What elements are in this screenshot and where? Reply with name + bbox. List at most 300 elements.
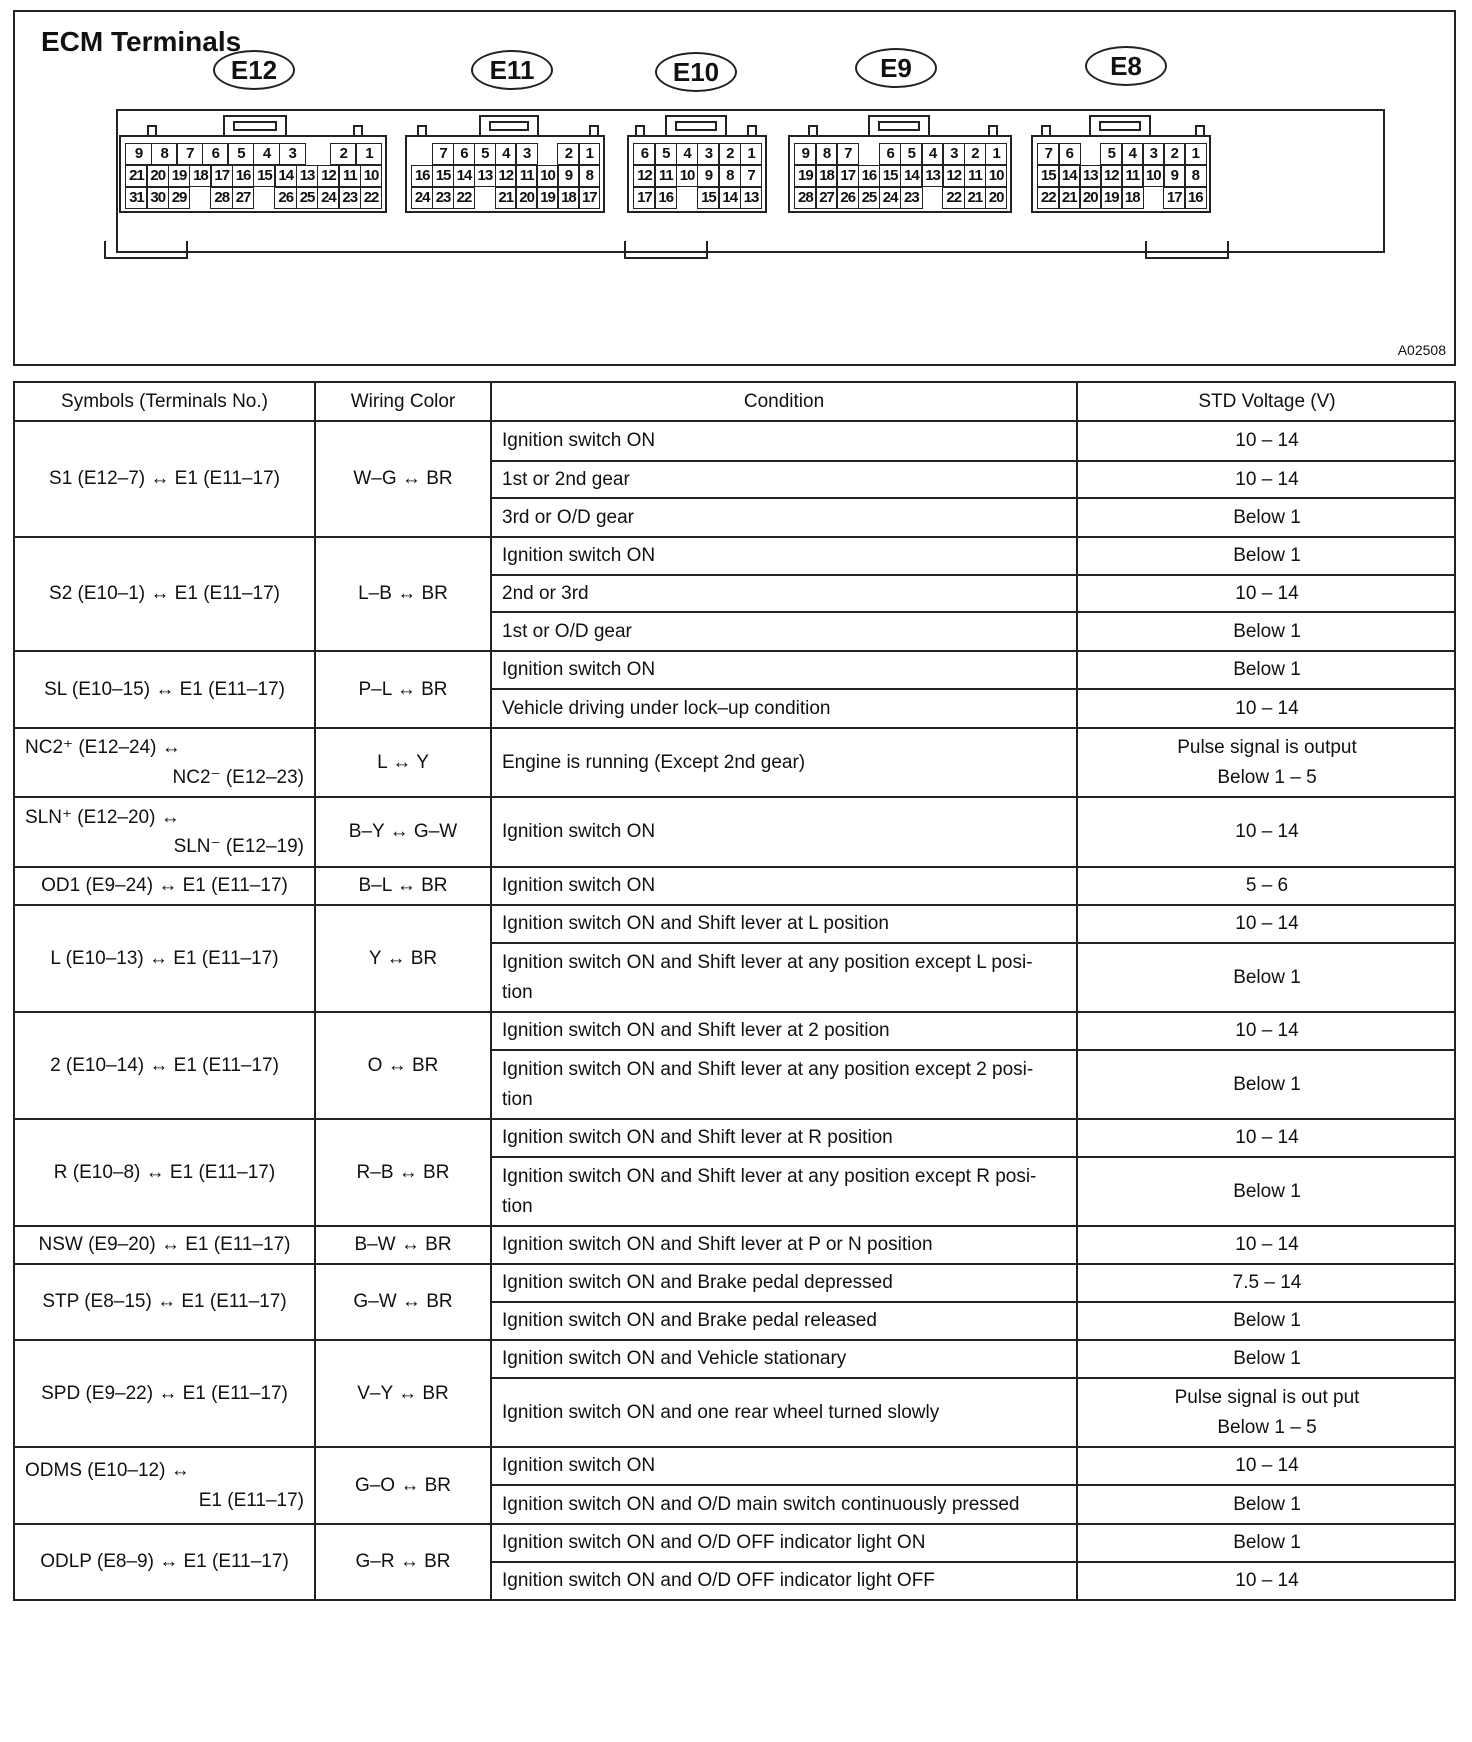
symbol-cell <box>15 1120 314 1225</box>
voltage-cell <box>1078 944 1456 1011</box>
terminal-pin: 8 <box>578 165 600 187</box>
voltage-cell <box>1078 1158 1456 1225</box>
voltage-value: Below 1 <box>1233 506 1301 528</box>
terminal-pin: 5 <box>227 143 254 165</box>
terminal-pin: 15 <box>1037 165 1060 187</box>
pin-row <box>633 143 761 165</box>
terminal-pin: 9 <box>125 143 152 165</box>
terminal-pin: 12 <box>317 165 340 187</box>
wiring-color-label: O ↔ BR <box>367 1054 439 1076</box>
terminal-pin: 21 <box>125 165 148 187</box>
terminal-pin: 30 <box>146 187 169 209</box>
voltage-cell <box>1078 538 1456 574</box>
terminal-pin: 21 <box>1058 187 1081 209</box>
terminal-pin: 14 <box>718 187 741 209</box>
condition-text: Ignition switch ON and O/D main switch continuously pressed <box>502 1493 1020 1515</box>
voltage-value: 10 – 14 <box>1235 697 1299 719</box>
terminal-pin: 18 <box>189 165 212 187</box>
terminal-pin: 16 <box>654 187 677 209</box>
terminal-pin: 9 <box>697 165 720 187</box>
pin-row <box>411 165 599 187</box>
terminal-pin: 10 <box>536 165 558 187</box>
voltage-cell <box>1078 1265 1456 1301</box>
wiring-color-cell <box>316 1341 490 1446</box>
terminal-pin: 5 <box>1100 143 1123 165</box>
wiring-color-label: G–O ↔ BR <box>354 1474 452 1496</box>
wiring-color-cell <box>316 1227 490 1263</box>
condition-cell <box>492 798 1076 866</box>
voltage-cell <box>1078 462 1456 497</box>
row-divider <box>13 1599 1456 1601</box>
terminal-pin: 3 <box>279 143 306 165</box>
symbol-line-2: NC2⁻ (E12–23) <box>172 766 304 788</box>
column-header-label: Wiring Color <box>350 390 456 412</box>
wiring-color-cell <box>316 906 490 1011</box>
wiring-color-label: G–R ↔ BR <box>355 1551 451 1573</box>
voltage-cell <box>1078 1563 1456 1599</box>
voltage-value <box>1175 1383 1360 1442</box>
symbol-label <box>15 803 314 862</box>
terminal-pin: 14 <box>274 165 297 187</box>
condition-cell <box>492 729 1076 796</box>
terminal-pin: 12 <box>1100 165 1123 187</box>
terminal-pin: 27 <box>815 187 838 209</box>
symbol-label: S2 (E10–1) ↔ E1 (E11–17) <box>49 583 280 605</box>
condition-cell <box>492 1158 1076 1225</box>
ecm-terminals-figure <box>13 10 1456 366</box>
terminal-pin: 23 <box>338 187 361 209</box>
terminal-pin: 7 <box>740 165 763 187</box>
terminal-pin: 7 <box>1037 143 1060 165</box>
terminal-pin: 31 <box>125 187 148 209</box>
terminal-pin: 18 <box>815 165 838 187</box>
terminal-pin: 4 <box>495 143 517 165</box>
voltage-value: 10 – 14 <box>1235 430 1299 452</box>
voltage-cell <box>1078 1051 1456 1118</box>
condition-text: Ignition switch ON <box>502 659 656 681</box>
terminal-pin: 17 <box>578 187 600 209</box>
voltage-line-2: Below 1 – 5 <box>1217 766 1317 788</box>
connector-e12 <box>119 135 387 213</box>
symbol-cell <box>15 1525 314 1599</box>
terminal-pin: 29 <box>168 187 191 209</box>
symbol-line-1: ODMS (E10–12) ↔ <box>25 1460 190 1482</box>
symbol-line-2: SLN⁻ (E12–19) <box>173 836 304 857</box>
condition-text: Ignition switch ON and Brake pedal depressed <box>502 1272 893 1294</box>
voltage-value: 10 – 14 <box>1235 1455 1299 1477</box>
voltage-line-2: Below 1 – 5 <box>1217 1416 1317 1438</box>
symbol-label <box>15 733 314 792</box>
voltage-cell <box>1078 576 1456 611</box>
terminal-pin: 17 <box>836 165 859 187</box>
voltage-value: 10 – 14 <box>1235 913 1299 935</box>
pin-row <box>125 143 381 165</box>
condition-text: Ignition switch ON <box>502 545 656 567</box>
voltage-value: Below 1 <box>1233 1073 1301 1095</box>
condition-text: 1st or 2nd gear <box>502 468 630 490</box>
terminal-pin: 4 <box>676 143 699 165</box>
voltage-line-1: Pulse signal is output <box>1177 737 1357 759</box>
pin-row <box>794 143 1006 165</box>
condition-line-1: Ignition switch ON and Shift lever at any position except L posi- <box>502 952 1033 974</box>
voltage-cell <box>1078 1525 1456 1561</box>
condition-text: Engine is running (Except 2nd gear) <box>502 751 806 773</box>
terminal-pin: 8 <box>151 143 178 165</box>
voltage-cell <box>1078 613 1456 650</box>
terminal-pin: 28 <box>210 187 233 209</box>
voltage-cell <box>1078 499 1456 536</box>
symbol-cell <box>15 1341 314 1446</box>
symbol-cell <box>15 652 314 727</box>
connector-latch <box>1089 115 1151 137</box>
terminal-pin: 16 <box>411 165 433 187</box>
column-header-label: Symbols (Terminals No.) <box>61 390 268 412</box>
condition-text: Ignition switch ON and one rear wheel turned slowly <box>502 1401 940 1423</box>
terminal-pin: 27 <box>232 187 255 209</box>
symbol-label: ODLP (E8–9) ↔ E1 (E11–17) <box>40 1551 289 1573</box>
terminal-pin: 11 <box>515 165 537 187</box>
symbol-cell <box>15 422 314 536</box>
condition-cell <box>492 1303 1076 1339</box>
terminal-pin: 9 <box>794 143 817 165</box>
condition-text: Ignition switch ON and O/D OFF indicator light ON <box>502 1532 926 1554</box>
latch-slot <box>878 121 920 131</box>
terminal-pin: 2 <box>964 143 987 165</box>
condition-cell <box>492 1448 1076 1484</box>
symbol-cell <box>15 798 314 866</box>
connector-post <box>353 125 363 137</box>
terminal-pin: 2 <box>1163 143 1186 165</box>
terminal-pin: 15 <box>253 165 276 187</box>
symbol-label: SPD (E9–22) ↔ E1 (E11–17) <box>41 1382 288 1404</box>
terminal-pin: 4 <box>921 143 944 165</box>
condition-text: Ignition switch ON <box>502 430 656 452</box>
symbol-cell <box>15 868 314 904</box>
terminal-pin: 16 <box>232 165 255 187</box>
terminal-pin: 5 <box>900 143 923 165</box>
terminal-pin: 8 <box>1184 165 1207 187</box>
condition-cell <box>492 538 1076 574</box>
condition-cell <box>492 652 1076 688</box>
symbol-label: 2 (E10–14) ↔ E1 (E11–17) <box>50 1054 279 1076</box>
condition-cell <box>492 1265 1076 1301</box>
wiring-color-cell <box>316 652 490 727</box>
voltage-cell <box>1078 798 1456 866</box>
wiring-color-cell <box>316 1448 490 1523</box>
voltage-value: 10 – 14 <box>1235 1127 1299 1149</box>
wiring-color-cell <box>316 1525 490 1599</box>
condition-cell <box>492 462 1076 497</box>
terminal-pin: 17 <box>1163 187 1186 209</box>
terminal-pin: 19 <box>536 187 558 209</box>
terminal-pin: 19 <box>794 165 817 187</box>
connector-e8 <box>1031 135 1211 213</box>
terminal-pin: 6 <box>1058 143 1081 165</box>
pin-row <box>1037 165 1205 187</box>
voltage-value: 10 – 14 <box>1235 1570 1299 1592</box>
terminal-pin: 1 <box>355 143 382 165</box>
wiring-color-label: G–W ↔ BR <box>353 1291 453 1313</box>
condition-text: Ignition switch ON and Shift lever at L position <box>502 913 889 935</box>
terminal-pin: 22 <box>942 187 965 209</box>
terminal-pin: 14 <box>900 165 923 187</box>
column-header <box>492 383 1076 420</box>
terminal-pin: 6 <box>633 143 656 165</box>
condition-text: Ignition switch ON and Shift lever at P or N position <box>502 1234 933 1256</box>
latch-slot <box>489 121 529 131</box>
condition-cell <box>492 613 1076 650</box>
connector-post <box>589 125 599 137</box>
condition-cell <box>492 906 1076 942</box>
terminal-pin: 25 <box>858 187 881 209</box>
voltage-cell <box>1078 652 1456 688</box>
voltage-cell <box>1078 868 1456 904</box>
voltage-cell <box>1078 1486 1456 1523</box>
terminal-pin: 6 <box>453 143 475 165</box>
wiring-color-cell <box>316 1120 490 1225</box>
voltage-value: Below 1 <box>1233 1180 1301 1202</box>
voltage-value: Below 1 <box>1233 659 1301 681</box>
terminal-pin: 2 <box>330 143 357 165</box>
condition-cell <box>492 690 1076 727</box>
terminal-pin: 28 <box>794 187 817 209</box>
terminal-pin: 13 <box>296 165 319 187</box>
terminal-pin: 25 <box>296 187 319 209</box>
condition-cell <box>492 1051 1076 1118</box>
terminal-pin: 5 <box>474 143 496 165</box>
housing-tab-center <box>624 241 708 259</box>
wiring-color-label: Y ↔ BR <box>368 947 438 969</box>
condition-cell <box>492 868 1076 904</box>
terminal-pin: 13 <box>921 165 944 187</box>
terminal-pin: 26 <box>274 187 297 209</box>
pin-row <box>411 143 599 165</box>
terminal-pin: 18 <box>1121 187 1144 209</box>
symbol-line-1: NC2⁺ (E12–24) ↔ <box>25 737 181 759</box>
connector-label-e10: E10 <box>655 52 737 92</box>
terminal-pin: 7 <box>836 143 859 165</box>
wiring-color-cell <box>316 422 490 536</box>
pin-row <box>1037 143 1205 165</box>
condition-text: Ignition switch ON and Shift lever at R position <box>502 1127 893 1149</box>
terminal-pin: 12 <box>942 165 965 187</box>
voltage-value <box>1177 733 1357 792</box>
voltage-cell <box>1078 1341 1456 1377</box>
condition-text <box>502 948 1033 1007</box>
voltage-value: 10 – 14 <box>1235 1020 1299 1042</box>
symbol-cell <box>15 1227 314 1263</box>
terminal-pin: 26 <box>836 187 859 209</box>
symbol-label: R (E10–8) ↔ E1 (E11–17) <box>53 1161 276 1183</box>
figure-code: A02508 <box>1397 342 1446 358</box>
voltage-value: 7.5 – 14 <box>1232 1272 1302 1294</box>
connector-post <box>747 125 757 137</box>
terminal-pin: 10 <box>1142 165 1165 187</box>
condition-text <box>502 1055 1033 1114</box>
terminal-pin: 11 <box>964 165 987 187</box>
wiring-color-label: L–B ↔ BR <box>358 583 448 605</box>
wiring-color-label: B–Y ↔ G–W <box>348 821 458 843</box>
terminal-pin: 13 <box>740 187 763 209</box>
condition-line-1: Ignition switch ON and Shift lever at any position except R posi- <box>502 1166 1037 1188</box>
connector-label-e11: E11 <box>471 50 553 90</box>
condition-cell <box>492 576 1076 611</box>
terminal-pin: 1 <box>578 143 600 165</box>
connector-latch <box>223 115 287 137</box>
condition-text: 2nd or 3rd <box>502 582 589 604</box>
terminal-pin: 3 <box>697 143 720 165</box>
condition-cell <box>492 1120 1076 1156</box>
terminal-pin: 7 <box>176 143 203 165</box>
connector-label-e12: E12 <box>213 50 295 90</box>
terminal-pin: 14 <box>1058 165 1081 187</box>
wiring-color-cell <box>316 868 490 904</box>
figure-title: ECM Terminals <box>41 26 242 57</box>
voltage-cell <box>1078 1448 1456 1484</box>
condition-cell <box>492 1227 1076 1263</box>
symbol-line-1: SLN⁺ (E12–20) ↔ <box>25 806 180 828</box>
connector-label-e8: E8 <box>1085 46 1167 86</box>
latch-slot <box>675 121 717 131</box>
condition-text: Ignition switch ON <box>502 1455 656 1477</box>
terminal-pin: 4 <box>253 143 280 165</box>
voltage-cell <box>1078 1013 1456 1049</box>
terminal-pin: 22 <box>453 187 475 209</box>
condition-cell <box>492 499 1076 536</box>
voltage-value: 10 – 14 <box>1235 821 1299 843</box>
pin-row <box>633 165 761 187</box>
terminal-pin: 20 <box>515 187 537 209</box>
voltage-value: 10 – 14 <box>1235 468 1299 490</box>
voltage-value: 5 – 6 <box>1245 875 1289 897</box>
voltage-cell <box>1078 729 1456 796</box>
terminal-pin: 24 <box>879 187 902 209</box>
condition-line-2: tion <box>502 981 533 1003</box>
wiring-color-label: W–G ↔ BR <box>353 468 453 490</box>
connector-post <box>808 125 818 137</box>
wiring-color-cell <box>316 729 490 796</box>
terminal-pin: 6 <box>879 143 902 165</box>
voltage-cell <box>1078 690 1456 727</box>
terminal-pin: 14 <box>453 165 475 187</box>
condition-text: Ignition switch ON <box>502 875 656 897</box>
voltage-cell <box>1078 906 1456 942</box>
pin-row <box>125 165 381 187</box>
symbol-label: OD1 (E9–24) ↔ E1 (E11–17) <box>41 875 288 897</box>
pin-row <box>794 165 1006 187</box>
voltage-value: Below 1 <box>1233 1310 1301 1332</box>
condition-text: Vehicle driving under lock–up condition <box>502 697 831 719</box>
voltage-value: Below 1 <box>1233 620 1301 642</box>
terminal-pin: 22 <box>360 187 383 209</box>
terminal-pin: 10 <box>985 165 1008 187</box>
condition-cell <box>492 1013 1076 1049</box>
latch-slot <box>1099 121 1141 131</box>
condition-text: Ignition switch ON and Vehicle stationary <box>502 1348 847 1370</box>
column-header <box>316 383 490 420</box>
wiring-color-label: B–L ↔ BR <box>358 875 448 897</box>
terminal-pin: 1 <box>740 143 763 165</box>
voltage-value: Below 1 <box>1233 966 1301 988</box>
terminal-pin: 20 <box>146 165 169 187</box>
condition-cell <box>492 944 1076 1011</box>
connector-post <box>988 125 998 137</box>
terminal-pin: 13 <box>474 165 496 187</box>
connector-post <box>635 125 645 137</box>
terminal-pin: 3 <box>515 143 537 165</box>
voltage-cell <box>1078 422 1456 460</box>
condition-line-2: tion <box>502 1195 533 1217</box>
terminal-pin: 11 <box>654 165 677 187</box>
voltage-value: Below 1 <box>1233 1493 1301 1515</box>
terminal-pin: 12 <box>495 165 517 187</box>
symbol-label <box>15 1456 314 1515</box>
connector-latch <box>479 115 539 137</box>
terminal-pin: 3 <box>1142 143 1165 165</box>
terminal-pin: 10 <box>676 165 699 187</box>
symbol-label: S1 (E12–7) ↔ E1 (E11–17) <box>49 468 280 490</box>
wiring-color-cell <box>316 1013 490 1118</box>
terminal-pin: 15 <box>697 187 720 209</box>
connector-post <box>1041 125 1051 137</box>
condition-cell <box>492 422 1076 460</box>
condition-text: Ignition switch ON and Shift lever at 2 position <box>502 1020 890 1042</box>
wiring-color-label: L ↔ Y <box>377 751 429 773</box>
voltage-value: 10 – 14 <box>1235 582 1299 604</box>
terminal-pin: 1 <box>985 143 1008 165</box>
terminal-pin: 2 <box>718 143 741 165</box>
pin-row <box>1037 187 1205 209</box>
condition-text: Ignition switch ON and O/D OFF indicator light OFF <box>502 1570 935 1592</box>
housing-tab-right <box>1145 241 1229 259</box>
voltage-line-1: Pulse signal is out put <box>1174 1387 1360 1409</box>
symbol-label: NSW (E9–20) ↔ E1 (E11–17) <box>38 1234 291 1256</box>
column-header-label: STD Voltage (V) <box>1198 390 1336 412</box>
symbol-label: STP (E8–15) ↔ E1 (E11–17) <box>42 1291 287 1313</box>
connector-latch <box>868 115 930 137</box>
terminal-pin: 15 <box>879 165 902 187</box>
terminal-pin: 8 <box>718 165 741 187</box>
terminal-pin: 16 <box>858 165 881 187</box>
terminal-pin: 5 <box>654 143 677 165</box>
voltage-value: Below 1 <box>1233 1348 1301 1370</box>
condition-line-1: Ignition switch ON and Shift lever at any position except 2 posi- <box>502 1059 1034 1081</box>
terminal-pin: 19 <box>1100 187 1123 209</box>
terminal-pin: 24 <box>317 187 340 209</box>
terminal-pin: 16 <box>1184 187 1207 209</box>
terminal-pin: 10 <box>360 165 383 187</box>
condition-text: Ignition switch ON <box>502 821 656 843</box>
terminal-pin: 18 <box>557 187 579 209</box>
connector-post <box>417 125 427 137</box>
symbol-cell <box>15 1265 314 1339</box>
voltage-value: Below 1 <box>1233 1532 1301 1554</box>
terminal-pin: 6 <box>202 143 229 165</box>
condition-text: Ignition switch ON and Brake pedal released <box>502 1310 877 1332</box>
latch-slot <box>233 121 277 131</box>
wiring-color-label: P–L ↔ BR <box>358 678 448 700</box>
terminal-pin: 22 <box>1037 187 1060 209</box>
terminal-pin: 7 <box>432 143 454 165</box>
terminal-pin: 11 <box>1121 165 1144 187</box>
condition-cell <box>492 1379 1076 1446</box>
terminal-pin: 17 <box>210 165 233 187</box>
wiring-color-cell <box>316 1265 490 1339</box>
terminal-pin: 9 <box>557 165 579 187</box>
condition-text: 3rd or O/D gear <box>502 506 634 528</box>
terminal-pin: 15 <box>432 165 454 187</box>
symbol-cell <box>15 906 314 1011</box>
